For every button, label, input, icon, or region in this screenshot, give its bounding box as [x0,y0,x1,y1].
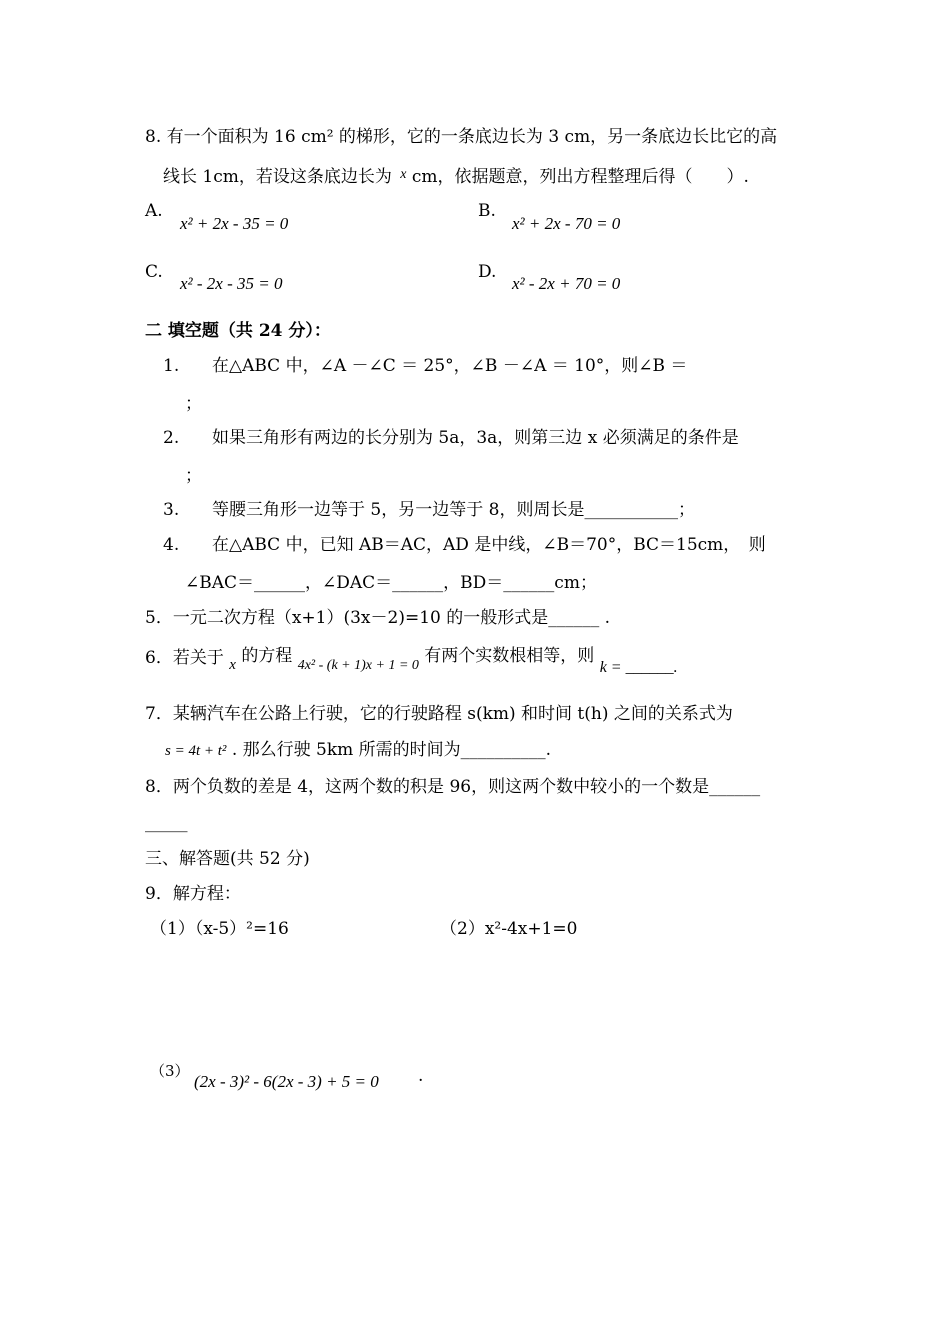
q8-line2-var: x [400,167,407,182]
option-d-eq: x² - 2x + 70 = 0 [512,274,621,293]
option-a-label: A. [145,201,163,221]
q8-fill-line1: 8．两个负数的差是 4，这两个数的积是 96，则这两个数中较小的一个数是______ [145,777,761,797]
problem-3-end: . [418,1066,424,1086]
problem-3-label: （3） [150,1062,190,1080]
section3-title: 三、解答题(共 52 分) [145,849,310,869]
q4-line2: ∠BAC＝______，∠DAC＝______，BD＝______cm； [185,573,597,593]
section2-title: 二 填空题（共 24 分）： [145,321,331,341]
q9-text: 9．解方程： [145,884,241,904]
q6-mid: 的方程 [241,646,293,666]
q8-line1: 8. 有一个面积为 16 cm² 的梯形，它的一条底边长为 3 cm，另一条底边长比它的高 [145,127,778,147]
q7-line2 [165,739,551,762]
q7-rest: . 那么行驶 5km 所需的时间为__________. [231,740,552,760]
q3-num: 3. [163,500,180,520]
q7-eq: s = 4t + t² [165,743,227,759]
option-d-label: D. [478,262,497,282]
option-c-eq: x² - 2x - 35 = 0 [180,274,283,293]
q6-pre: 6．若关于 [145,648,224,668]
q2-num: 2. [163,428,180,448]
q6-var: x [229,657,236,673]
q8-fill-line2: _____ [145,813,188,833]
q8-line2-text: 线长 1cm，若设这条底边长为 [163,167,392,187]
problem-1: （1）（x-5）²=16 [150,919,289,939]
q6-post: 有两个实数根相等，则 [424,646,595,666]
q7-line1: 7．某辆汽车在公路上行驶，它的行驶路程 s(km) 和时间 t(h) 之间的关系式为 [145,704,733,724]
q5-text: 5．一元二次方程（x+1）(3x－2)=10 的一般形式是______ . [145,608,611,628]
option-c-label: C. [145,262,163,282]
problem-2: （2）x²-4x+1=0 [440,919,578,939]
q4-num: 4. [163,535,180,555]
q6-eq: 4x² - (k + 1)x + 1 = 0 [297,658,419,673]
option-a-eq: x² + 2x - 35 = 0 [180,214,289,233]
q2-text: 如果三角形有两边的长分别为 5a，3a，则第三边 x 必须满足的条件是 [212,428,739,448]
option-b-eq: x² + 2x - 70 = 0 [512,214,621,233]
q8-line2 [163,164,749,188]
q1-text: 在△ABC 中，∠A －∠C ＝ 25°，∠B －∠A ＝ 10°，则∠B ＝ [212,356,688,376]
q2-end: ； [185,466,202,486]
option-b-label: B. [478,201,496,221]
q1-end: ； [185,394,202,414]
q6-k: k = ______. [599,659,678,676]
q1-num: 1. [163,356,180,376]
q3-text: 等腰三角形一边等于 5，另一边等于 8，则周长是___________； [212,500,695,520]
q8-line2-rest: cm，依据题意，列出方程整理后得（ ）. [411,167,749,187]
problem-3-eq: (2x - 3)² - 6(2x - 3) + 5 = 0 [194,1072,379,1091]
q4-text: 在△ABC 中，已知 AB＝AC，AD 是中线，∠B＝70°，BC＝15cm， 则 [212,535,766,555]
q6-line [145,645,678,679]
